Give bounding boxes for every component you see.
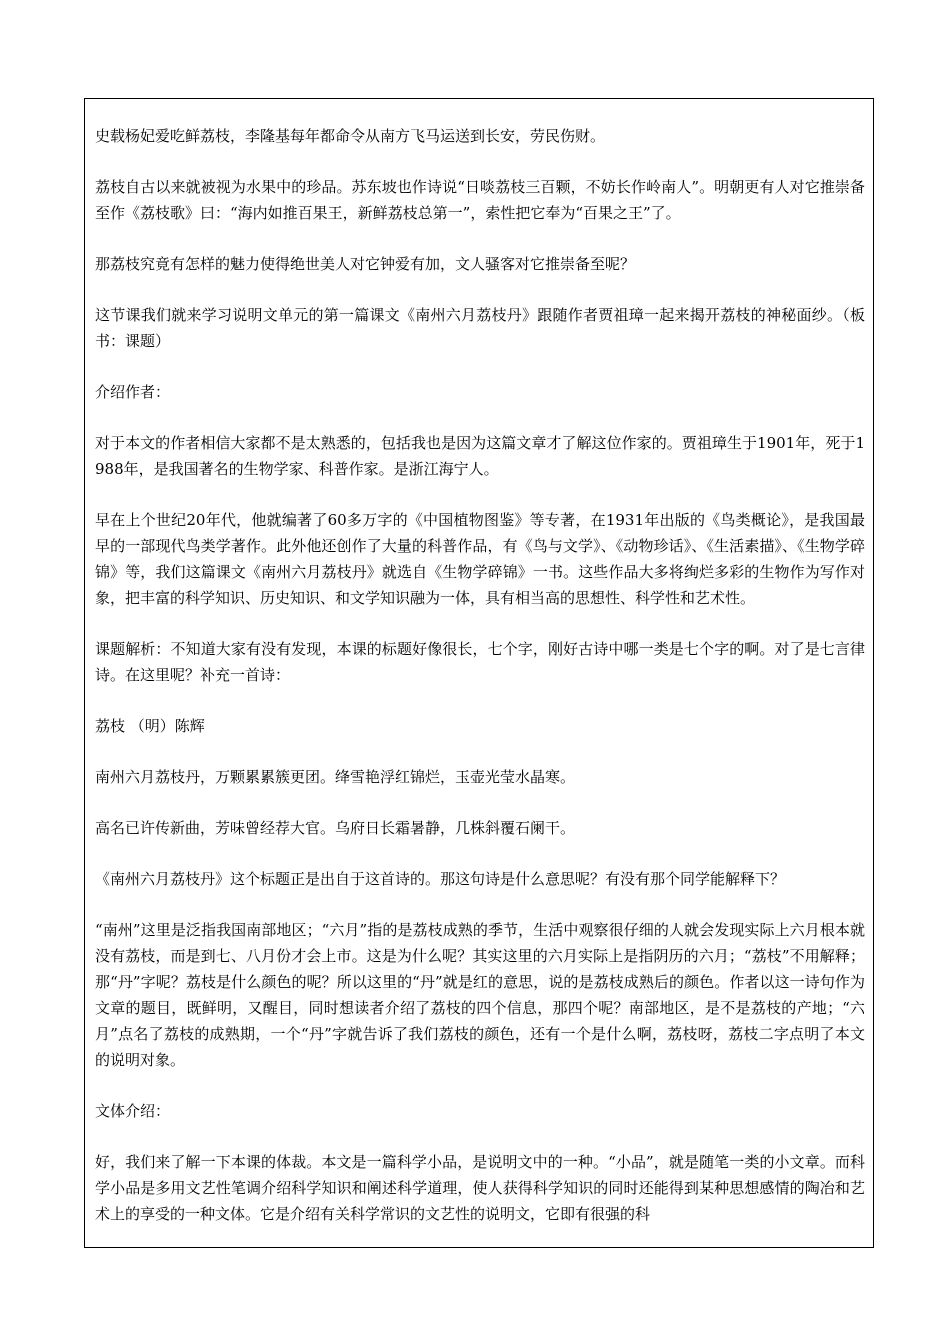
poem-line-2: 高名已许传新曲，芳味曾经荐大官。乌府日长霜暑静，几株斜覆石阑干。: [95, 819, 576, 837]
paragraph-title-source: 《南州六月荔枝丹》这个标题正是出自于这首诗的。那这句诗是什么意思呢？有没有那个同学能解释下？: [95, 870, 786, 888]
heading-genre-intro: 文体介绍：: [95, 1102, 171, 1120]
paragraph-yang-fei: 史载杨妃爱吃鲜荔枝，李隆基每年都命令从南方飞马运送到长安，劳民伤财。: [95, 127, 606, 145]
paragraph-lesson-intro: 这节课我们就来学习说明文单元的第一篇课文《南州六月荔枝丹》跟随作者贾祖璋一起来揭开荔枝的神秘面纱。（板书：课题）: [95, 306, 865, 350]
paragraph-lychee-treasure: 荔枝自古以来就被视为水果中的珍品。苏东坡也作诗说“日啖荔枝三百颗，不妨长作岭南人”。明朝更有人对它推崇备至作《荔枝歌》曰：“海内如推百果王，新鲜荔枝总第一”，索性把它奉为“百果之王”了。: [95, 178, 865, 222]
paragraph-author-works: 早在上个世纪20年代，他就编著了60多万字的《中国植物图鉴》等专著，在1931年出版的《鸟类概论》，是我国最早的一部现代鸟类学著作。此外他还创作了大量的科普作品，有《鸟与文学》、《动物珍话》、《生活素描》、《生物学碎锦》等，我们这篇课文《南州六月荔枝丹》就选自《生物学碎锦》一书。这些作品大多将绚烂多彩的生物作为写作对象，把丰富的科学知识、历史知识、和文学知识融为一体，具有相当高的思想性、科学性和艺术性。: [95, 511, 865, 607]
heading-author-intro: 介绍作者：: [95, 383, 171, 401]
paragraph-title-analysis: 课题解析：不知道大家有没有发现，本课的标题好像很长，七个字，刚好古诗中哪一类是七个字的啊。对了是七言律诗。在这里呢？补充一首诗：: [95, 640, 865, 684]
poem-line-1: 南州六月荔枝丹，万颗累累簇更团。绛雪艳浮红锦烂，玉壶光莹水晶寒。: [95, 768, 576, 786]
paragraph-title-explanation: “南州”这里是泛指我国南部地区；“六月”指的是荔枝成熟的季节，生活中观察很仔细的人就会发现实际上六月根本就没有荔枝，而是到七、八月份才会上市。这是为什么呢？其实这里的六月实际上是指阴历的六月；“荔枝”不用解释；那“丹”字呢？荔枝是什么颜色的呢？所以这里的“丹”就是红的意思，说的是荔枝成熟后的颜色。作者以这一诗句作为文章的题目，既鲜明，又醒目，同时想读者介绍了荔枝的四个信息，那四个呢？南部地区，是不是荔枝的产地；“六月”点名了荔枝的成熟期，一个“丹”字就告诉了我们荔枝的颜色，还有一个是什么啊，荔枝呀，荔枝二字点明了本文的说明对象。: [95, 921, 865, 1069]
paragraph-author-bio: 对于本文的作者相信大家都不是太熟悉的，包括我也是因为这篇文章才了解这位作家的。贾祖璋生于1901年，死于1988年，是我国著名的生物学家、科普作家。是浙江海宁人。: [95, 434, 865, 478]
lesson-text: [95, 123, 865, 1248]
poem-title: 荔枝 （明）陈辉: [95, 717, 205, 735]
paragraph-question: 那荔枝究竟有怎样的魅力使得绝世美人对它钟爱有加，文人骚客对它推崇备至呢？: [95, 255, 636, 273]
document-table-cell: [84, 98, 874, 1248]
paragraph-genre: 好，我们来了解一下本课的体裁。本文是一篇科学小品，是说明文中的一种。“小品”，就是随笔一类的小文章。而科学小品是多用文艺性笔调介绍科学知识和阐述科学道理，使人获得科学知识的同时还能得到某种思想感情的陶冶和艺术上的享受的一种文体。它是介绍有关科学常识的文艺性的说明文，它即有很强的科: [95, 1153, 865, 1223]
